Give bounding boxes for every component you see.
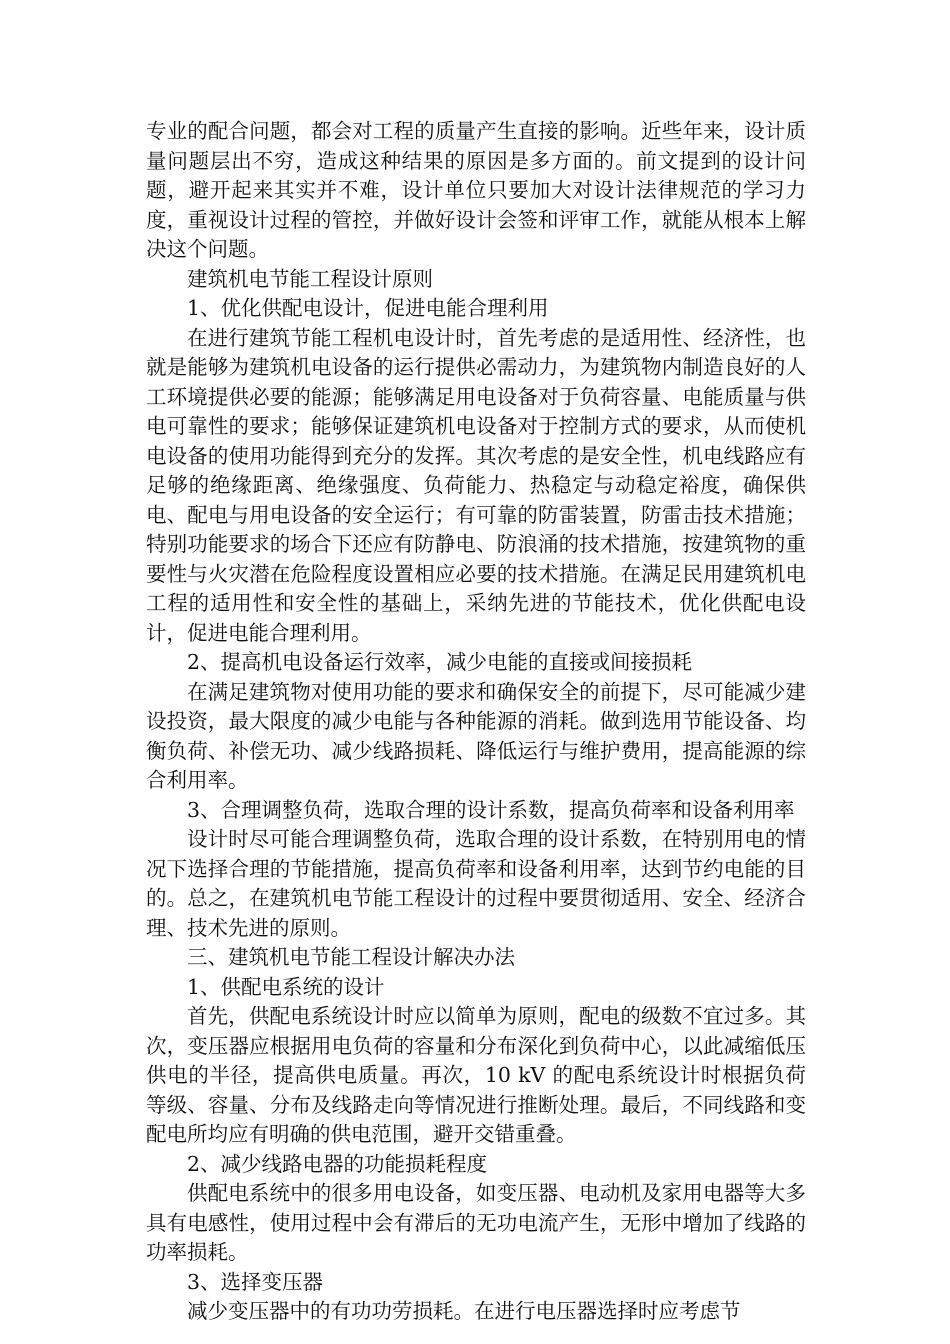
- subheading-reduce-line-loss: 2、减少线路电器的功能损耗程度: [187, 1151, 488, 1176]
- paragraph-optimize-power-supply: 在进行建筑节能工程机电设计时，首先考虑的是适用性、经济性，也就是能够为建筑机电设备的运行提供必需动力，为建筑物内制造良好的人工环境提供必要的能源；能够满足用电设备对于负荷容量、电能质量与供电可靠性的要求；能够保证建筑机电设备对于控制方式的要求，从而使机电设备的使用功能得到充分的发挥。其次考虑的是安全性，机电线路应有足够的绝缘距离、绝缘强度、负荷能力、热稳定与动稳定裕度，确保供电、配电与用电设备的安全运行；有可靠的防雷装置，防雷击技术措施；特别功能要求的场合下还应有防静电、防浪涌的技术措施，按建筑物的重要性与火灾潜在危险程度设置相应必要的技术措施。在满足民用建筑机电工程的适用性和安全性的基础上，采纳先进的节能技术，优化供配电设计，促进电能合理利用。: [146, 325, 806, 645]
- paragraph-improve-efficiency: 在满足建筑物对使用功能的要求和确保安全的前提下，尽可能减少建设投资，最大限度的减少电能与各种能源的消耗。做到选用节能设备、均衡负荷、补偿无功、减少线路损耗、降低运行与维护费用，提高能源的综合利用率。: [146, 679, 806, 792]
- paragraph-intro-continuation: 专业的配合问题，都会对工程的质量产生直接的影响。近些年来，设计质量问题层出不穷，造成这种结果的原因是多方面的。前文提到的设计问题，避开起来其实并不难，设计单位只要加大对设计法律规范的学习力度，重视设计过程的管控，并做好设计会签和评审工作，就能从根本上解决这个问题。: [146, 119, 806, 261]
- section-heading-design-principles: 建筑机电节能工程设计原则: [187, 266, 433, 291]
- document-page: [146, 117, 806, 1327]
- section-heading-solutions: 三、建筑机电节能工程设计解决办法: [187, 945, 515, 969]
- paragraph-select-transformer: 减少变压器中的有功功劳损耗。在进行电压器选择时应考虑节: [187, 1299, 741, 1323]
- subheading-improve-efficiency: 2、提高机电设备运行效率，减少电能的直接或间接损耗: [187, 650, 693, 674]
- subheading-optimize-power-supply: 1、优化供配电设计，促进电能合理利用: [187, 296, 549, 320]
- paragraph-adjust-load: 设计时尽可能合理调整负荷，选取合理的设计系数，在特别用电的情况下选择合理的节能措施，提高负荷率和设备利用率，达到节约电能的目的。总之，在建筑机电节能工程设计的过程中要贯彻适用、安全、经济合理、技术先进的原则。: [146, 827, 806, 940]
- paragraph-reduce-line-loss: 供配电系统中的很多用电设备，如变压器、电动机及家用电器等大多具有电感性，使用过程中会有滞后的无功电流产生，无形中增加了线路的功率损耗。: [146, 1181, 806, 1264]
- subheading-select-transformer: 3、选择变压器: [187, 1269, 324, 1294]
- subheading-adjust-load: 3、合理调整负荷，选取合理的设计系数，提高负荷率和设备利用率: [187, 797, 795, 822]
- subheading-power-system-design: 1、供配电系统的设计: [187, 974, 385, 999]
- paragraph-power-system-design: 首先，供配电系统设计时应以简单为原则，配电的级数不宜过多。其次，变压器应根据用电负荷的容量和分布深化到负荷中心，以此减缩低压供电的半径，提高供电质量。再次，10 kV 的配电系统设计时根据负荷等级、容量、分布及线路走向等情况进行推断处理。最后，不同线路和变配电所均应有明确的供电范围，避开交错重叠。: [146, 1004, 806, 1146]
